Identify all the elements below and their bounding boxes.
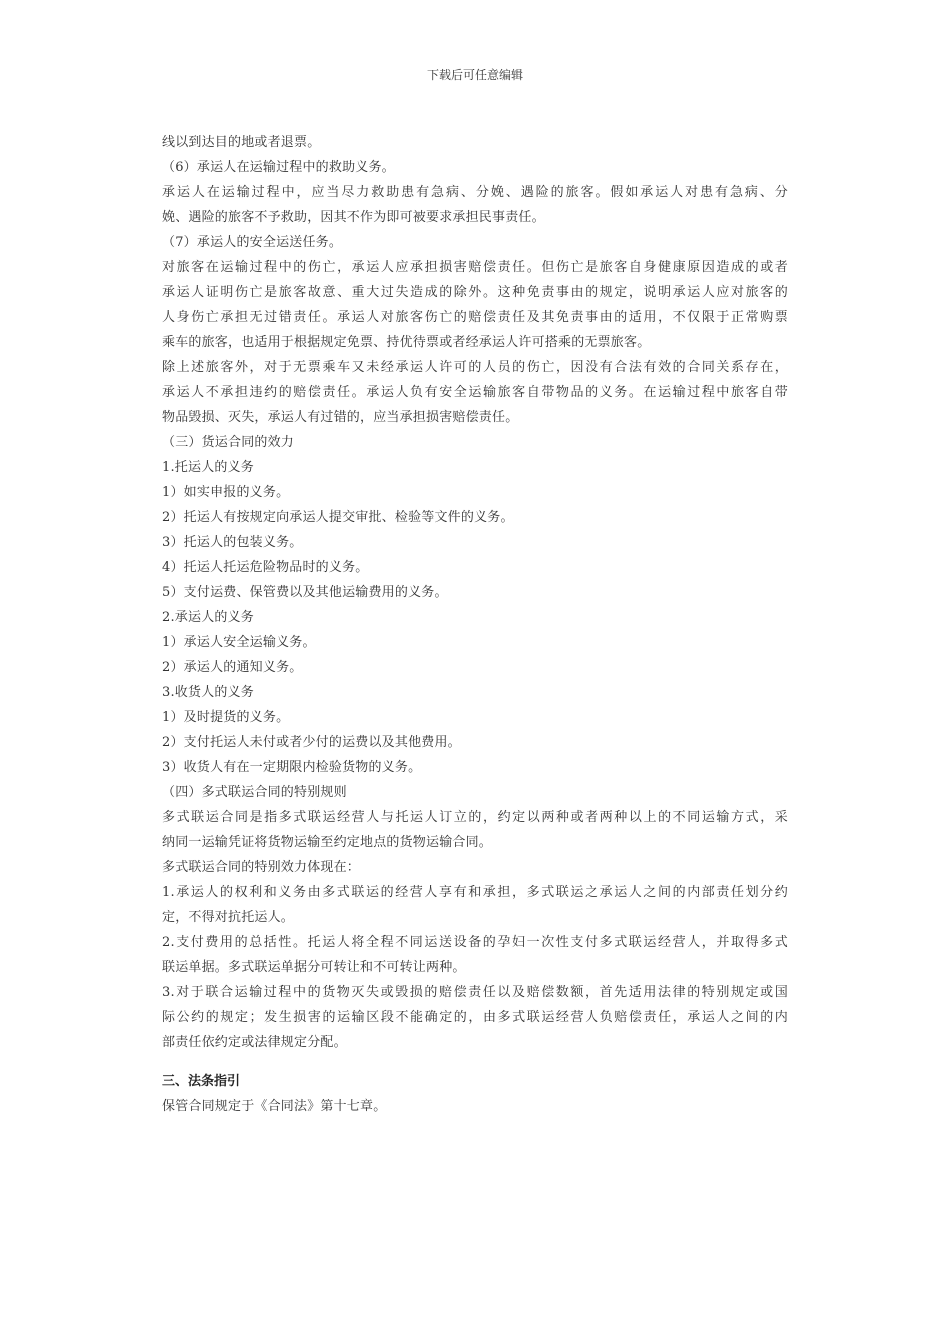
- text-line: 多式联运合同是指多式联运经营人与托运人订立的，约定以两种或者两种以上的不同运输方式，采: [162, 810, 788, 825]
- text-line: 4）托运人托运危险物品时的义务。: [162, 560, 369, 575]
- text-line: 1）承运人安全运输义务。: [162, 635, 316, 650]
- text-line: 1.托运人的义务: [162, 460, 255, 475]
- text-line: 乘车的旅客，也适用于根据规定免票、持优待票或者经承运人许可搭乘的无票旅客。: [162, 335, 651, 350]
- text-line: 纳同一运输凭证将货物运输至约定地点的货物运输合同。: [162, 835, 493, 850]
- paragraph-gap: [162, 1055, 788, 1069]
- text-line: 5）支付运费、保管费以及其他运输费用的义务。: [162, 585, 448, 600]
- text-line: 3.对于联合运输过程中的货物灭失或毁损的赔偿责任以及赔偿数额，首先适用法律的特别规定或国: [162, 985, 788, 1000]
- text-line: 承运人证明伤亡是旅客故意、重大过失造成的除外。这种免责事由的规定，说明承运人应对旅客的: [162, 285, 788, 300]
- page-header: 下载后可任意编辑: [426, 68, 523, 82]
- closing-line: 保管合同规定于《合同法》第十七章。: [162, 1099, 387, 1114]
- text-line: 2）托运人有按规定向承运人提交审批、检验等文件的义务。: [162, 510, 514, 525]
- text-line: 3）托运人的包装义务。: [162, 535, 303, 550]
- text-line: 承运人不承担违约的赔偿责任。承运人负有安全运输旅客自带物品的义务。在运输过程中旅客自带: [162, 385, 788, 400]
- text-line: 1）如实申报的义务。: [162, 485, 290, 500]
- text-line: 联运单据。多式联运单据分可转让和不可转让两种。: [162, 960, 466, 975]
- text-line: 定，不得对抗托运人。: [162, 910, 295, 925]
- text-line: 3）收货人有在一定期限内检验货物的义务。: [162, 760, 422, 775]
- text-line: 2.承运人的义务: [162, 610, 255, 625]
- text-line: （三）货运合同的效力: [162, 435, 295, 450]
- text-line: 部责任依约定或法律规定分配。: [162, 1035, 347, 1050]
- text-line: 人身伤亡承担无过错责任。承运人对旅客伤亡的赔偿责任及其免责事由的适用，不仅限于正常购票: [162, 310, 788, 325]
- text-line: 承运人在运输过程中，应当尽力救助患有急病、分娩、遇险的旅客。假如承运人对患有急病、分: [162, 185, 788, 200]
- text-line: 2）承运人的通知义务。: [162, 660, 303, 675]
- text-line: 娩、遇险的旅客不予救助，因其不作为即可被要求承担民事责任。: [162, 210, 545, 225]
- text-line: 1.承运人的权利和义务由多式联运的经营人享有和承担，多式联运之承运人之间的内部责任划分约: [162, 885, 788, 900]
- text-line: （6）承运人在运输过程中的救助义务。: [162, 160, 395, 175]
- text-line: （四）多式联运合同的特别规则: [162, 785, 347, 800]
- text-line: （7）承运人的安全运送任务。: [162, 235, 343, 250]
- text-line: 多式联运合同的特别效力体现在：: [162, 860, 361, 875]
- document-body: [162, 130, 788, 1119]
- text-line: 线以到达目的地或者退票。: [162, 135, 321, 150]
- text-line: 对旅客在运输过程中的伤亡，承运人应承担损害赔偿责任。但伤亡是旅客自身健康原因造成的或者: [162, 260, 788, 275]
- text-line: 物品毁损、灭失，承运人有过错的，应当承担损害赔偿责任。: [162, 410, 519, 425]
- text-line: 2）支付托运人未付或者少付的运费以及其他费用。: [162, 735, 461, 750]
- text-line: 际公约的规定；发生损害的运输区段不能确定的，由多式联运经营人负赔偿责任，承运人之间的内: [162, 1010, 788, 1025]
- text-line: 2.支付费用的总括性。托运人将全程不同运送设备的孕妇一次性支付多式联运经营人，并取得多式: [162, 935, 788, 950]
- text-line: 1）及时提货的义务。: [162, 710, 290, 725]
- text-line: 3.收货人的义务: [162, 685, 255, 700]
- section-title: 三、法条指引: [162, 1074, 241, 1089]
- text-line: 除上述旅客外，对于无票乘车又未经承运人许可的人员的伤亡，因没有合法有效的合同关系存在，: [162, 360, 788, 375]
- document-text-block: [162, 130, 788, 1055]
